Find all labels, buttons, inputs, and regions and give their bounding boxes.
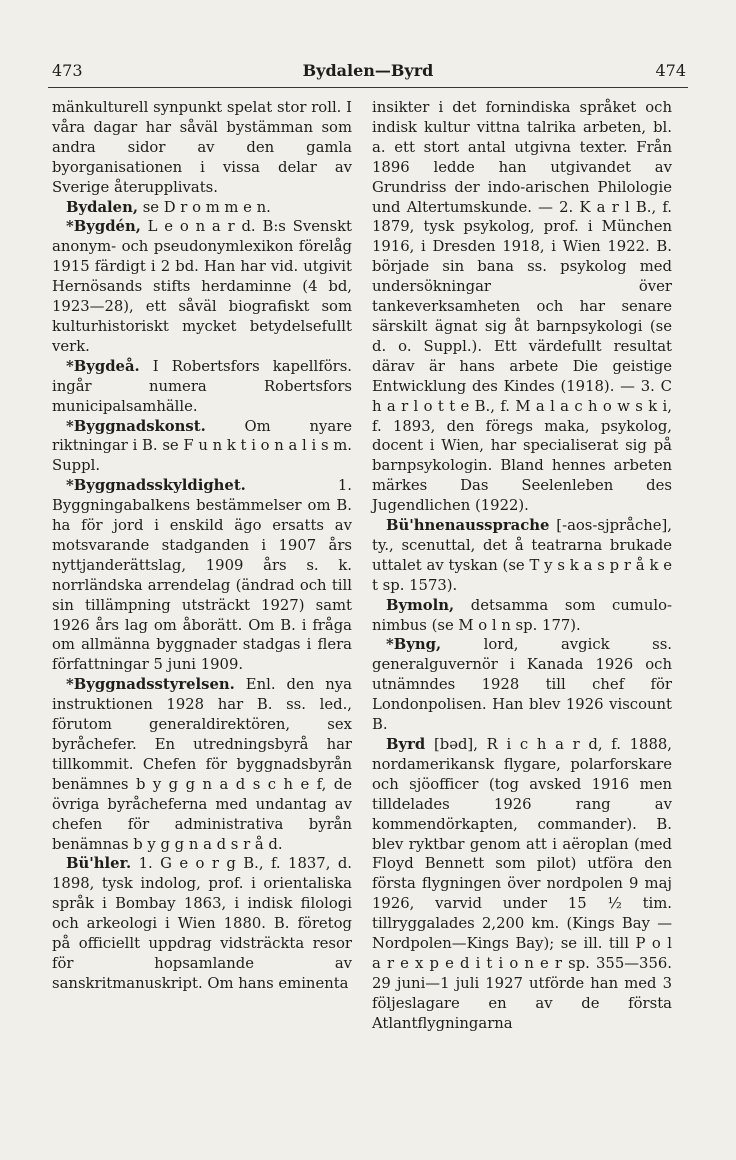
right-column <box>372 98 672 1034</box>
entry-continuation: insikter i det fornindiska språket och indisk kultur vittna talrika arbeten, bl. a. ett stort antal utgivna texter. Från 1896 ledde han utgivandet av Grundriss der indo-arischen Philologie und Altertumskunde. — 2. K a r l B., f. 1879, tysk psykolog, prof. i München 1916, i Dresden 1918, i Wien 1922. B. började sin bana ss. psykolog med undersökningar över tankeverksamheten och har senare särskilt ägnat sig åt barnpsykologi (se d. o. Suppl.). Ett värdefullt resultat därav är hans arbete Die geistige Entwicklung des Kindes (1918). — 3. C h a r l o t t e B., f. M a l a c h o w s k i, f. 1893, den föregs maka, psykolog, docent i Wien, har specialiserat sig på barnpsykologin. Bland hennes arbeten märkes Das Seelenleben des Jugendlichen (1922). <box>372 99 672 515</box>
entry-bygden: *Bygdén, L e o n a r d. B:s Svenskt anonym- och pseudonymlexikon förelåg 1915 färdigt i 2 bd. Han har vid. utgivit Hernösands stifts herdaminne (4 bd, 1923—28), ett såväl biografiskt som kulturhistoriskt mycket betydelsefullt verk. <box>52 218 352 355</box>
left-column <box>52 98 352 994</box>
entry-bydalen: Bydalen, se D r o m m e n. <box>66 198 271 216</box>
entry-bymoln: Bymoln, detsamma som cumulo-nimbus (se M o l n sp. 177). <box>372 596 672 634</box>
entry-byrd: Byrd [bəd], R i c h a r d, f. 1888, nordamerikansk flygare, polarforskare och sjöofficer (tog avsked 1916 men tilldelades 1926 rang av kommendörkapten, commander). B. blev ryktbar genom att i aëroplan (med Floyd Bennett som pilot) utföra den första flygningen över nordpolen 9 maj 1926, varvid under 15 ½ tim. tillryggalades 2,200 km. (Kings Bay —Nordpolen—Kings Bay); se ill. till P o l a r e x p e d i t i o n e r sp. 355—356. 29 juni—1 juli 1927 utförde han med 3 följeslagare en av de första Atlantflygningarna <box>372 736 672 1032</box>
entry-byggnadskonst: *Byggnadskonst. Om nyare riktningar i B. se F u n k t i o n a l i s m. Suppl. <box>52 417 352 475</box>
entry-buhnenaussprache: Bü'hnenaussprache [-aos-sjpråche], ty., scenuttal, det å teatrarna brukade uttalet av tyskan (se T y s k a s p r å k e t sp. 1573). <box>372 517 672 594</box>
page-number-right: 474 <box>655 61 686 80</box>
entry-bygdea: *Bygdeå. I Robertsfors kapellförs. ingår numera Robertsfors municipalsamhälle. <box>52 357 352 415</box>
entry-buhler: Bü'hler. 1. G e o r g B., f. 1837, d. 1898, tysk indolog, prof. i orientaliska språk i Bombay 1863, i indisk filologi och arkeologi i Wien 1880. B. företog på officiellt uppdrag vidsträckta resor för hopsamlande av sanskritmanuskript. Om hans eminenta <box>52 855 352 992</box>
page-header <box>48 56 688 86</box>
entry-continuation: mänkulturell synpunkt spelat stor roll. I våra dagar har såväl bystämman som andra sidor av den gamla byorganisationen i vissa delar av Sverige återupplivats. <box>52 99 352 196</box>
entry-byggnadsskyldighet: *Byggnadsskyldighet. 1. Byggningabalkens bestämmelser om B. ha för jord i enskild ägo ersatts av motsvarande stadganden i 1907 års nyttjanderättslag, 1909 års s. k. norrländska arrendelag (ändrad och till sin tillämpning utsträckt 1927) samt 1926 års lag om åborätt. Om B. i fråga om allmänna byggnader stadgas i flera författningar 5 juni 1909. <box>52 477 352 674</box>
header-rule <box>48 87 688 88</box>
entry-byggnadsstyrelsen: *Byggnadsstyrelsen. Enl. den nya instruktionen 1928 har B. ss. led., förutom generaldirektören, sex byråchefer. En utredningsbyrå har tillkommit. Chefen för byggnadsbyrån benämnes b y g g n a d s c h e f, de övriga byråcheferna med undantag av chefen för administrativa byrån benämnas b y g g n a d s r å d. <box>52 676 352 853</box>
running-title: Bydalen—Byrd <box>302 61 434 80</box>
page-number-left: 473 <box>52 61 83 80</box>
entry-byng: *Byng, lord, avgick ss. generalguvernör i Kanada 1926 och utnämndes 1928 till chef för Londonpolisen. Han blev 1926 viscount B. <box>372 636 672 734</box>
